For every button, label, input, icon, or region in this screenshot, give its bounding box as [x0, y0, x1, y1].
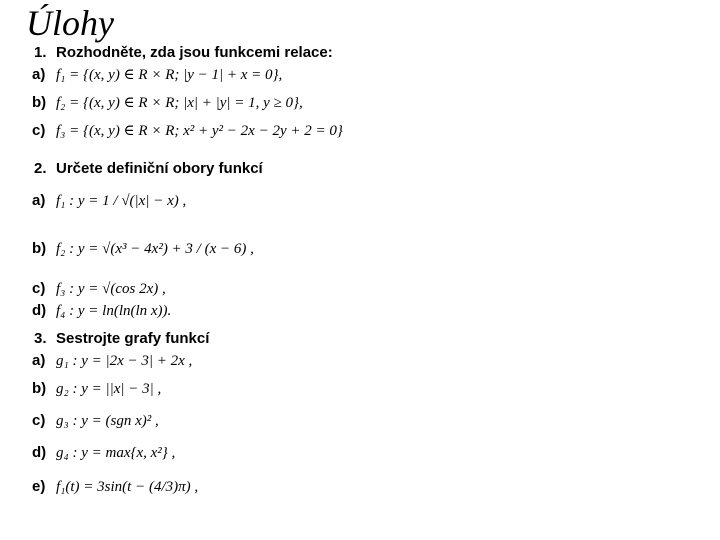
- task-2c: [32, 280, 166, 298]
- task-3e: [32, 478, 198, 496]
- task-2a: [32, 192, 186, 210]
- item-label: a): [32, 192, 46, 209]
- item-expression: f₄ : y = ln(ln(ln x)).: [56, 303, 172, 319]
- task-3d: [32, 444, 175, 462]
- section-2-heading: [34, 160, 263, 178]
- item-expression: f₁(t) = 3sin(t − (4/3)π) ,: [56, 479, 199, 495]
- task-3c: [32, 412, 159, 430]
- item-expression: f₃ = {(x, y) ∈ R × R; x² + y² − 2x − 2y + 2 = 0}: [56, 123, 343, 139]
- section-heading-text: Rozhodněte, zda jsou funkcemi relace:: [56, 44, 333, 61]
- item-expression: f₁ : y = 1 / √(|x| − x) ,: [56, 193, 187, 209]
- task-3b: [32, 380, 161, 398]
- item-expression: g₁ : y = |2x − 3| + 2x ,: [56, 353, 193, 369]
- item-label: a): [32, 66, 46, 83]
- item-expression: f₂ : y = √(x³ − 4x²) + 3 / (x − 6) ,: [56, 241, 254, 257]
- section-1-heading: [34, 44, 333, 62]
- item-label: c): [32, 412, 46, 429]
- page-title: Úlohy: [26, 3, 114, 43]
- item-expression: g₃ : y = (sgn x)² ,: [56, 413, 159, 429]
- item-label: b): [32, 240, 47, 257]
- item-expression: f₂ = {(x, y) ∈ R × R; |x| + |y| = 1, y ≥ 0},: [56, 95, 303, 111]
- item-label: b): [32, 380, 47, 397]
- item-label: b): [32, 94, 47, 111]
- item-label: d): [32, 302, 47, 319]
- task-3a: [32, 352, 192, 370]
- item-label: e): [32, 478, 46, 495]
- item-expression: f₃ : y = √(cos 2x) ,: [56, 281, 166, 297]
- section-number: 1.: [34, 44, 47, 61]
- item-expression: g₂ : y = ||x| − 3| ,: [56, 381, 162, 397]
- section-heading-text: Určete definiční obory funkcí: [56, 160, 263, 177]
- section-heading-text: Sestrojte grafy funkcí: [56, 330, 210, 347]
- section-number: 3.: [34, 330, 47, 347]
- task-1c: [32, 122, 343, 140]
- section-3-heading: [34, 330, 209, 348]
- task-1a: [32, 66, 282, 84]
- item-label: c): [32, 122, 46, 139]
- item-label: a): [32, 352, 46, 369]
- item-label: c): [32, 280, 46, 297]
- item-label: d): [32, 444, 47, 461]
- section-number: 2.: [34, 160, 47, 177]
- item-expression: f₁ = {(x, y) ∈ R × R; |y − 1| + x = 0},: [56, 67, 283, 83]
- item-expression: g₄ : y = max{x, x²} ,: [56, 445, 176, 461]
- task-1b: [32, 94, 303, 112]
- task-2b: [32, 240, 254, 258]
- task-2d: [32, 302, 171, 320]
